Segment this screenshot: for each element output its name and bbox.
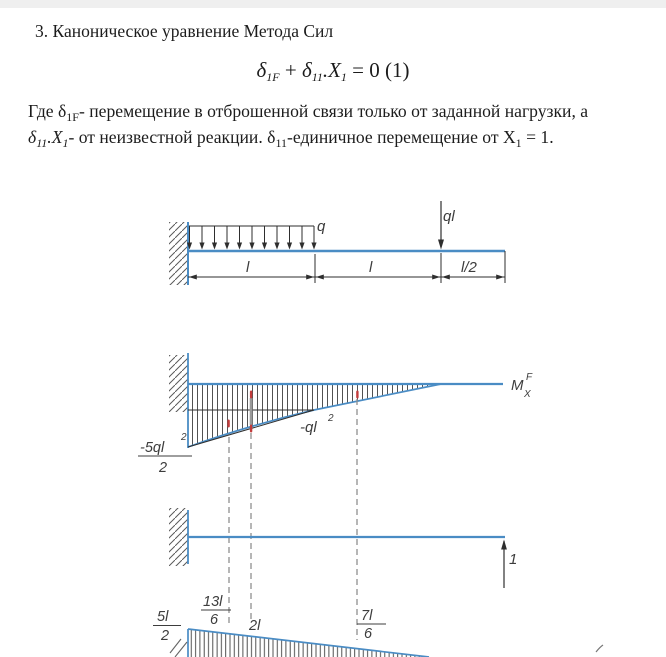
eq-plus: +: [279, 58, 302, 82]
svg-text:6: 6: [210, 612, 219, 628]
mid-value-label: [300, 413, 334, 436]
paragraph-line-2: $\delta_{11}.X_1-$ от неизвестной реакции. $\delta_{11}$-единичное перемещение от $X_1 = 1$.: [28, 127, 554, 150]
ordinate-label-2l: 2l: [249, 618, 261, 634]
svg-text:2: 2: [161, 628, 170, 644]
eq-delta1: δ: [256, 58, 267, 82]
unit-moment-diagram: [153, 594, 603, 657]
svg-text:2: 2: [159, 460, 168, 476]
eq-rhs: = 0 (1): [346, 58, 410, 82]
unit-force-arrow: [501, 540, 507, 589]
peak-value-fraction: [138, 432, 192, 476]
eq-sub3: 1: [340, 70, 347, 84]
moment-area-hatch: [188, 384, 441, 447]
dim-left-label: l: [246, 259, 250, 276]
svg-text:6: 6: [364, 626, 373, 642]
section-heading: 3. Каноническое уравнение Метода Сил: [35, 21, 334, 41]
svg-text:M: M: [511, 377, 524, 394]
dim-right-label: l/2: [461, 259, 477, 276]
eq-x: .X: [322, 58, 341, 82]
unit-force-label: 1: [509, 551, 518, 568]
q-label: q: [317, 218, 326, 235]
paragraph-line-1: Где $\delta_{1F}-$ перемещение в отброшенной связи только от заданной нагрузки, а: [28, 101, 589, 124]
svg-text:-ql: -ql: [300, 419, 317, 436]
centroid-ordinate-bar: [250, 398, 253, 425]
svg-text:F: F: [526, 372, 533, 383]
svg-text:7l: 7l: [361, 608, 373, 624]
eq-sub2: 11: [311, 70, 323, 84]
dim-mid-label: l: [369, 259, 373, 276]
wall-hatch: [169, 355, 188, 412]
svg-text:5l: 5l: [157, 609, 169, 625]
eq-delta2: δ: [301, 58, 312, 82]
wall-hatch: [169, 222, 188, 285]
ordinate-fraction-13l-6: [201, 594, 231, 628]
cutoff-label-mark: [596, 645, 603, 652]
svg-text:2: 2: [181, 432, 187, 443]
ordinate-fraction-7l-6: [357, 608, 386, 642]
svg-text:X: X: [524, 389, 531, 400]
load-diagram: [169, 201, 505, 285]
wall-hatch-ticks: [170, 639, 187, 657]
ordinate-fraction-5l-2: [153, 609, 181, 644]
ql-label: ql: [443, 208, 455, 225]
diagram-title: [511, 372, 533, 400]
wall-hatch: [169, 508, 188, 566]
dimension-lines: [188, 251, 505, 283]
svg-text:-5ql: -5ql: [140, 440, 165, 456]
bending-moment-diagram: [138, 353, 533, 476]
unit-force-diagram: [169, 508, 517, 588]
svg-text:13l: 13l: [203, 594, 223, 610]
distributed-load: [187, 226, 317, 250]
projection-dashed-lines: [229, 399, 357, 640]
eq-sub1: 1F: [266, 70, 280, 84]
svg-text:2: 2: [328, 413, 334, 424]
